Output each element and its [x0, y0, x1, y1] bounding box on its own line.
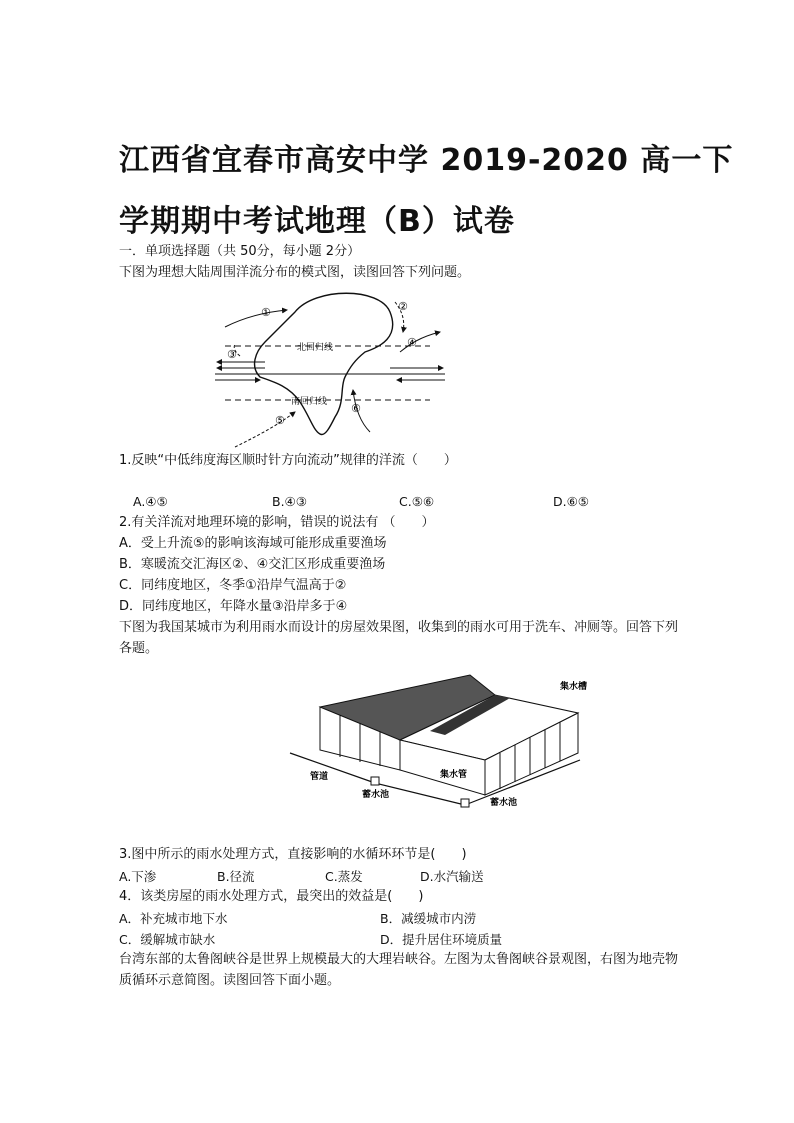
- gutter-label: 集水槽: [560, 682, 588, 692]
- water-tank-1: [371, 777, 379, 785]
- conduit-label: 管道: [310, 772, 329, 782]
- q2-option-a[interactable]: A．受上升流⑤的影响该海域可能形成重要渔场: [119, 536, 387, 551]
- section-heading: 一．单项选择题（共 50分，每小题 2分）: [119, 244, 361, 259]
- water-tank-2: [461, 799, 469, 807]
- intro-ocean-currents: 下图为理想大陆周围洋流分布的模式图，读图回答下列问题。: [119, 265, 471, 280]
- question-3-stem: 3.图中所示的雨水处理方式，直接影响的水循环环节是( ): [119, 847, 467, 862]
- intro-rainwater-house: 下图为我国某城市为利用雨水而设计的房屋效果图，收集到的雨水可用于洗车、冲厕等。回答下列各题。: [119, 620, 679, 656]
- q2-option-d[interactable]: D．同纬度地区，年降水量③沿岸多于④: [119, 599, 348, 614]
- intro-taroko-gorge: 台湾东部的太鲁阁峡谷是世界上规模最大的大理岩峡谷。左图为太鲁阁峡谷景观图，右图为地壳物质循环示意简图。读图回答下面小题。: [119, 952, 679, 988]
- question-1-stem: 1.反映“中低纬度海区顺时针方向流动”规律的洋流（ ）: [119, 453, 457, 468]
- marker-5: ⑤: [275, 414, 285, 427]
- q3-option-b[interactable]: B.径流: [217, 869, 255, 884]
- q1-option-c[interactable]: C.⑤⑥: [399, 494, 435, 509]
- q4-option-c[interactable]: C．缓解城市缺水: [119, 932, 216, 947]
- south-tropic-label: 南回归线: [291, 397, 328, 407]
- marker-4: ④: [407, 336, 417, 349]
- question-4-stem: 4．该类房屋的雨水处理方式，最突出的效益是( ): [119, 889, 424, 904]
- q4-option-a[interactable]: A．补充城市地下水: [119, 911, 228, 926]
- marker-2: ②: [398, 300, 408, 313]
- tank1-label: 蓄水池: [362, 790, 390, 800]
- q3-option-c[interactable]: C.蒸发: [325, 869, 363, 884]
- q1-option-b[interactable]: B.④③: [272, 494, 307, 509]
- north-tropic-label: 北回归线: [297, 343, 334, 353]
- q1-option-d[interactable]: D.⑥⑤: [553, 494, 590, 509]
- ocean-current-diagram: [205, 282, 455, 452]
- q4-option-b[interactable]: B．减缓城市内涝: [380, 911, 477, 926]
- page-title-line2: 学期期中考试地理（B）试卷: [119, 204, 515, 239]
- marker-3: ③: [227, 348, 237, 361]
- marker-6: ⑥: [351, 402, 361, 415]
- rainwater-house-diagram: [280, 665, 600, 815]
- pipe-label: 集水管: [440, 770, 468, 780]
- q1-option-a[interactable]: A.④⑤: [133, 494, 168, 509]
- page-title-line1: 江西省宜春市高安中学 2019-2020 高一下: [119, 143, 734, 178]
- q2-option-c[interactable]: C．同纬度地区，冬季①沿岸气温高于②: [119, 578, 347, 593]
- q2-option-b[interactable]: B．寒暖流交汇海区②、④交汇区形成重要渔场: [119, 557, 386, 572]
- q3-option-a[interactable]: A.下渗: [119, 869, 157, 884]
- q3-option-d[interactable]: D.水汽输送: [420, 869, 484, 884]
- marker-1: ①: [261, 306, 271, 319]
- q4-option-d[interactable]: D．提升居住环境质量: [380, 932, 503, 947]
- tank2-label: 蓄水池: [490, 798, 518, 808]
- question-2-stem: 2.有关洋流对地理环境的影响，错误的说法有 （ ）: [119, 515, 435, 530]
